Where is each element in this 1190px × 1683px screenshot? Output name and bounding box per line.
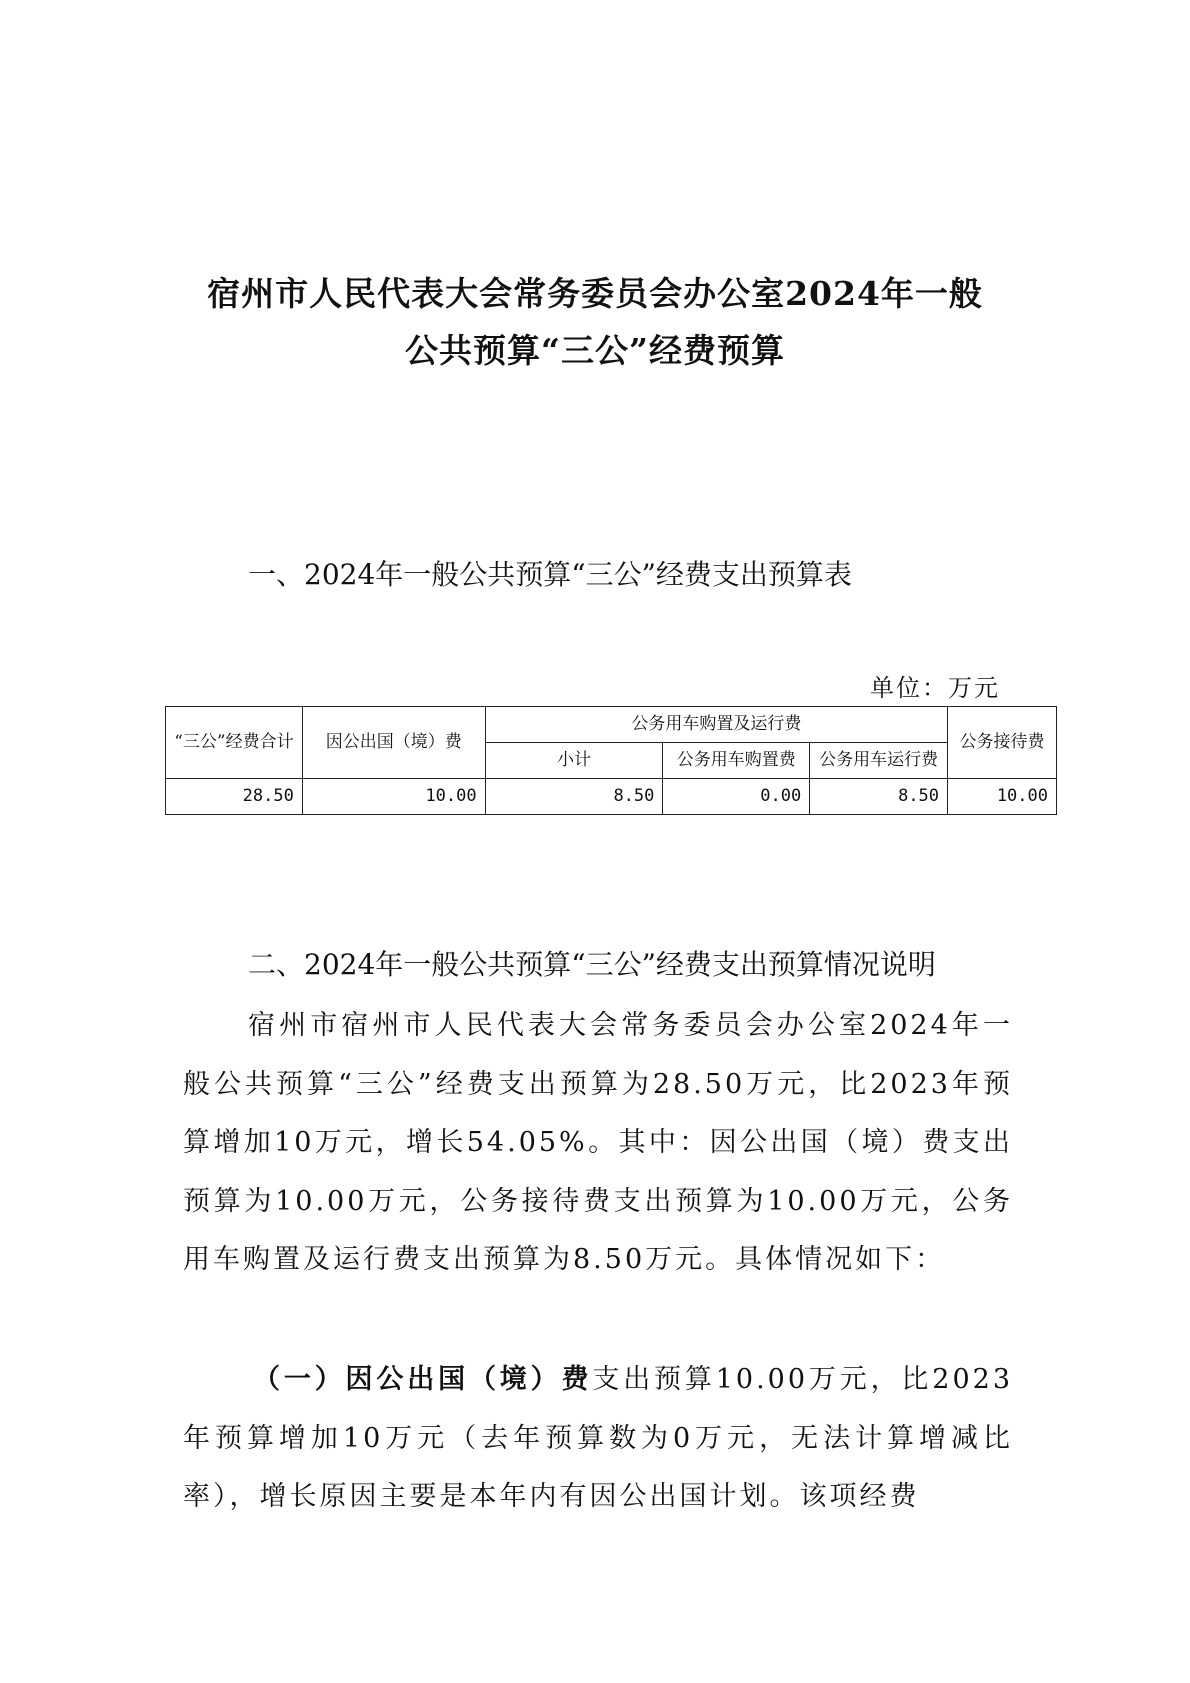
value-vehicle-operation: 8.50 xyxy=(810,779,948,815)
value-total: 28.50 xyxy=(166,779,303,815)
table-row xyxy=(166,779,1057,815)
abroad-expense-lead: （一）因公出国（境）费 xyxy=(253,1364,593,1395)
value-vehicle-subtotal: 8.50 xyxy=(485,779,663,815)
document-title-line2: 公共预算“三公”经费预算 xyxy=(405,331,785,370)
unit-label: 单位：万元 xyxy=(870,674,1000,702)
value-abroad: 10.00 xyxy=(302,779,485,815)
header-reception: 公务接待费 xyxy=(948,707,1057,779)
budget-table xyxy=(165,706,1057,815)
abroad-expense-paragraph xyxy=(183,1351,1013,1527)
abroad-expense-body: 支出预算10.00万元，比2023年预算增加10万元（去年预算数为0万元，无法计算增减比率），增长原因主要是本年内有因公出国计划。该项经费 xyxy=(183,1364,1013,1512)
header-total: “三公”经费合计 xyxy=(166,707,303,779)
value-reception: 10.00 xyxy=(948,779,1057,815)
header-vehicle-subtotal: 小计 xyxy=(485,743,663,779)
header-vehicle-purchase: 公务用车购置费 xyxy=(663,743,810,779)
table-header-row xyxy=(166,707,1057,743)
header-vehicle-operation: 公务用车运行费 xyxy=(810,743,948,779)
header-abroad: 因公出国（境）费 xyxy=(302,707,485,779)
section2-heading: 二、2024年一般公共预算“三公”经费支出预算情况说明 xyxy=(248,948,936,981)
value-vehicle-purchase: 0.00 xyxy=(663,779,810,815)
document-title-line1: 宿州市人民代表大会常务委员会办公室2024年一般 xyxy=(207,274,983,313)
section1-heading: 一、2024年一般公共预算“三公”经费支出预算表 xyxy=(248,558,852,591)
explanation-paragraph: 宿州市宿州市人民代表大会常务委员会办公室2024年一般公共预算“三公”经费支出预算为28.50万元，比2023年预算增加10万元，增长54.05%。其中：因公出国（境）费支出预算为10.00万元，公务接待费支出预算为10.00万元，公务用车购置及运行费支出预算为8.50万元。具体情况如下： xyxy=(183,1010,1013,1275)
header-vehicle-group: 公务用车购置及运行费 xyxy=(485,707,947,743)
